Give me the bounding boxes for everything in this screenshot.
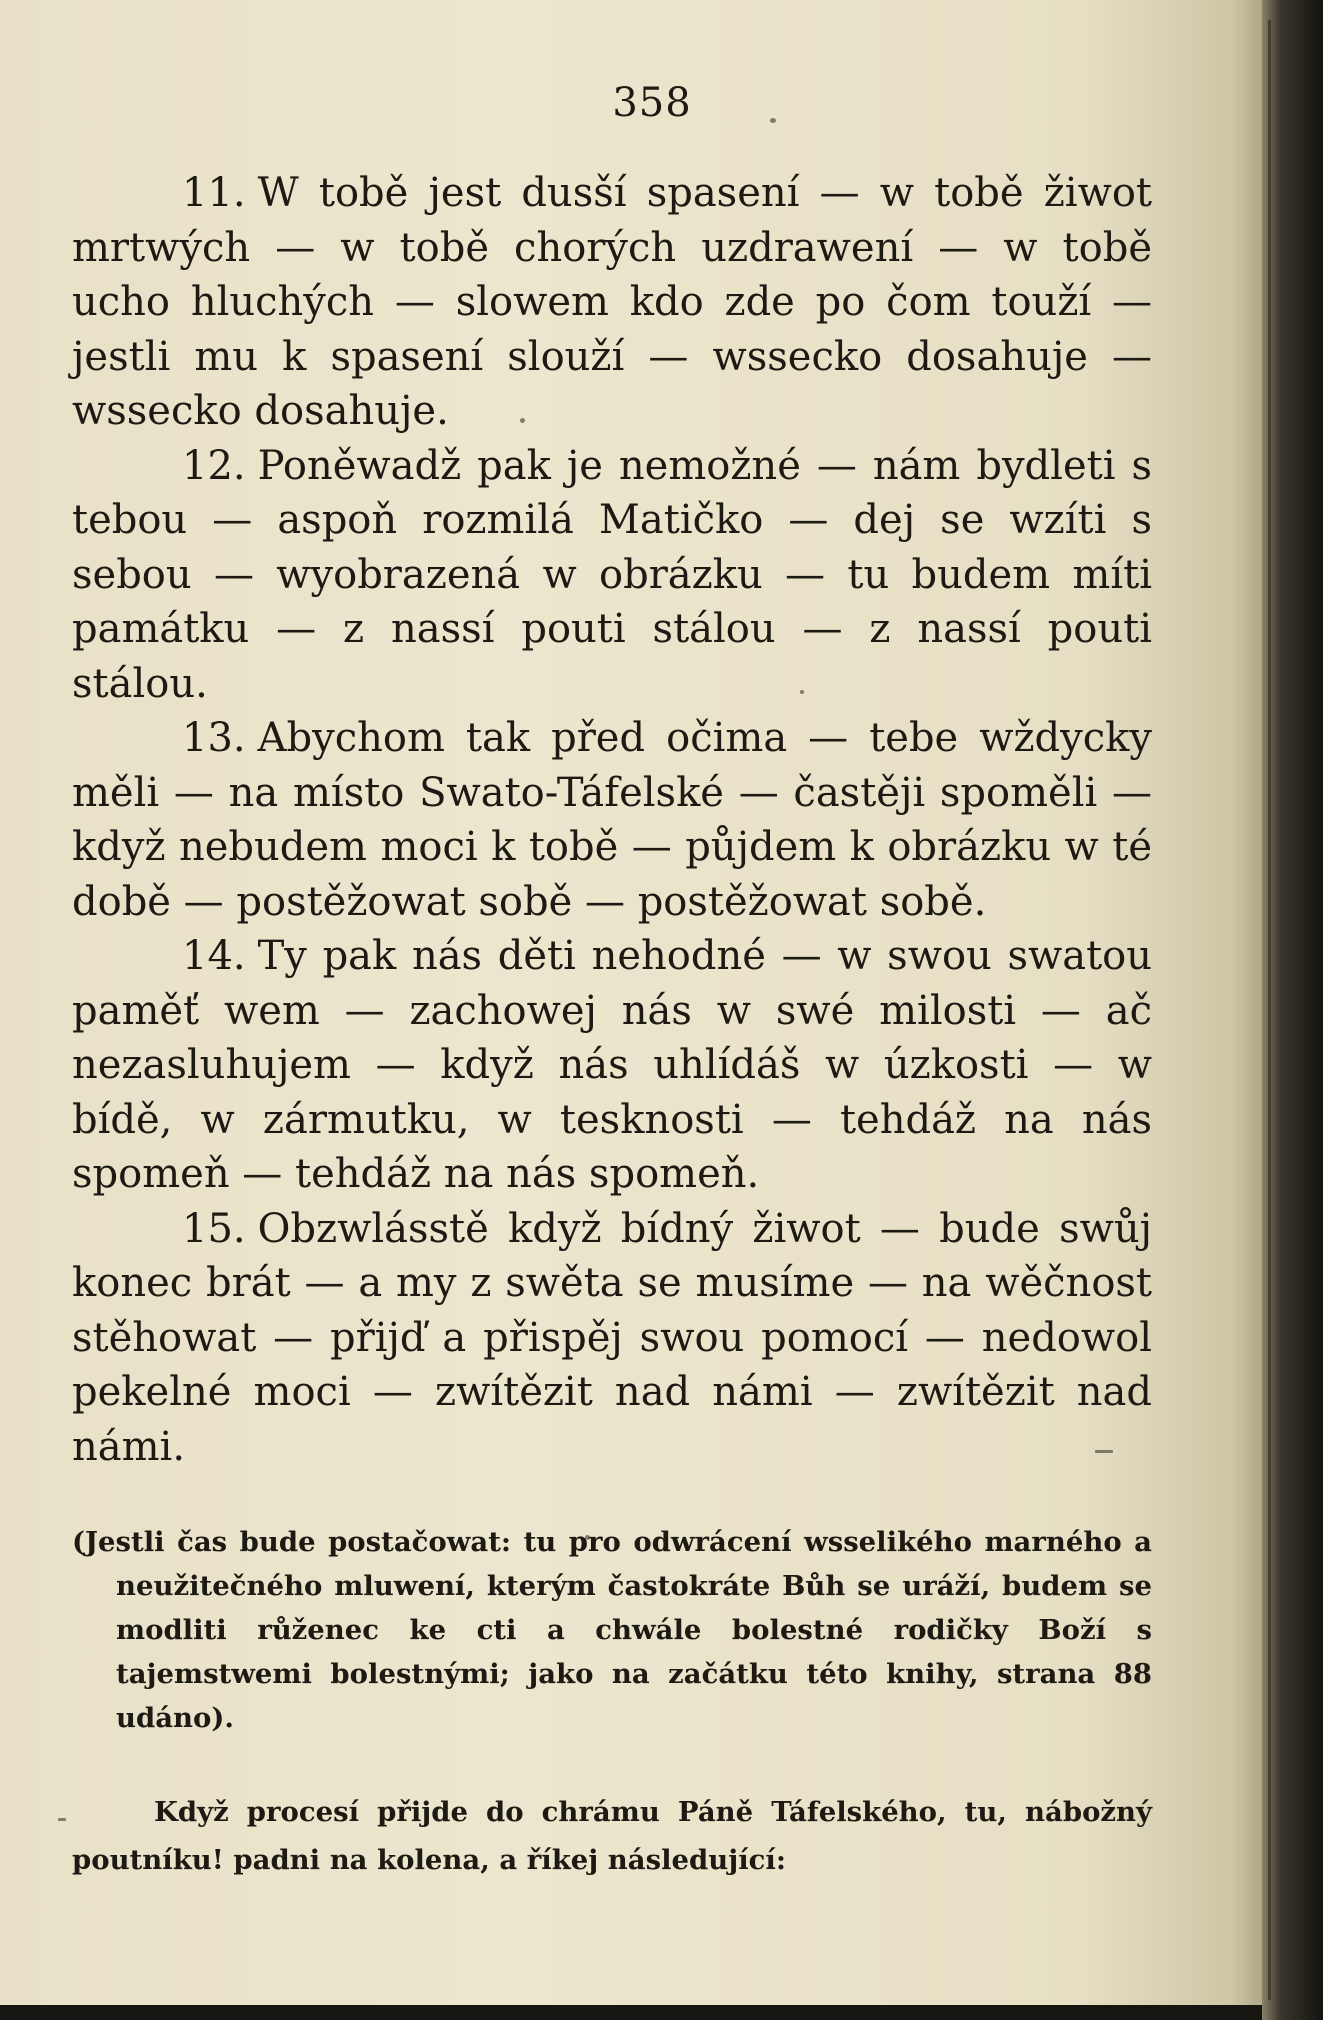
verse-12: [72, 439, 1152, 712]
rosary-note: (Jestli čas bude postačowat: tu pro odwrácení wsselikého marného a neužitečného mluwení, kterým častokráte Bůh se uráží, budem se modliti růženec ke cti a chwále bolestné rodičky Boží s tajemstwemi bolestnými; jako na začátku této knihy, strana 88 udáno).: [72, 1526, 1152, 1734]
verse-number: 13.: [182, 715, 246, 761]
book-gutter-shadow: [1262, 0, 1323, 2020]
verse-text: Obzwlásstě když bídný žiwot — bude swůj konec brát — a my z swěta se musíme — na wěčnost stěhowat — přijď a přispěj swou pomocí — nedowol pekelné moci — zwítězit nad námi — zwítězit nad námi.: [72, 1205, 1152, 1470]
verse-13: [72, 711, 1152, 929]
page-content: [72, 80, 1152, 1912]
procession-instruction: Když procesí přijde do chrámu Páně Táfelského, tu, nábožný poutníku! padni na kolena, a říkej následující:: [72, 1796, 1152, 1876]
verse-number: 11.: [182, 170, 246, 216]
verse-text: W tobě jest dusší spasení — w tobě žiwot mrtwých — w tobě chorých uzdrawení — w tobě ucho hluchých — slowem kdo zde po čom touží — jestli mu k spasení slouží — wssecko dosahuje — wssecko dosahuje.: [72, 170, 1152, 434]
verse-number: 12.: [182, 442, 246, 489]
verse-text: Abychom tak před očima — tebe wždycky měli — na místo Swato-Táfelské — častěji spoměli — když nebudem moci k tobě — půjdem k obrázku w té době — postěžowat sobě — postěžowat sobě.: [72, 715, 1152, 925]
verse-11: [72, 166, 1152, 439]
verse-15: [72, 1202, 1152, 1475]
verse-number: 15.: [182, 1205, 246, 1252]
verse-14: [72, 929, 1152, 1202]
verse-text: Poněwadž pak je nemožné — nám bydleti s tebou — aspoň rozmilá Matičko — dej se wzíti s sebou — wyobrazená w obrázku — tu budem míti památku — z nassí pouti stálou — z nassí pouti stálou.: [72, 442, 1152, 707]
page-number: 358: [612, 80, 692, 126]
verse-number: 14.: [182, 933, 246, 979]
verse-text: Ty pak nás děti nehodné — w swou swatou paměť wem — zachowej nás w swé milosti — ač nezasluhujem — když nás uhlídáš w úzkosti — w bídě, w zármutku, w tesknosti — tehdáž na nás spomeň — tehdáž na nás spomeň.: [72, 933, 1152, 1197]
speck: [58, 1818, 66, 1821]
gutter-fold-line: [1268, 20, 1271, 2000]
